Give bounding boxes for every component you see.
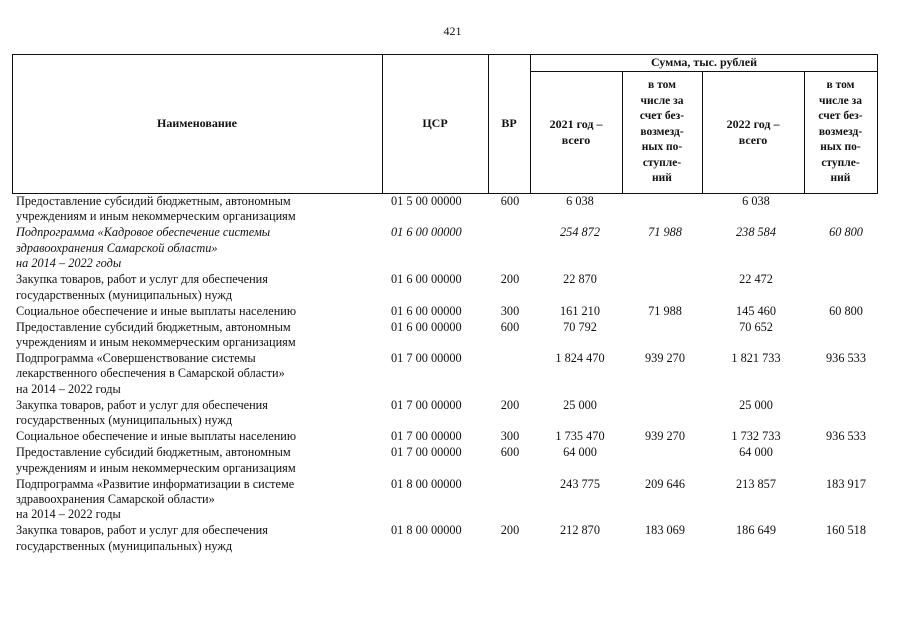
table-row <box>0 351 905 398</box>
row-free-2021: 71 988 <box>648 225 682 240</box>
table-row <box>0 194 905 225</box>
row-sum-2021: 22 870 <box>563 272 597 287</box>
row-name: Предоставление субсидий бюджетным, автономным учреждениям и иным некоммерческим организациям <box>16 194 296 224</box>
row-sum-2021: 25 000 <box>563 397 597 412</box>
row-name: Социальное обеспечение и иные выплаты населению <box>16 429 297 444</box>
row-free-2021: 209 646 <box>645 476 685 491</box>
row-free-2022: 936 533 <box>826 429 866 444</box>
row-sum-2022: 22 472 <box>739 272 773 287</box>
table-body <box>0 194 905 555</box>
row-free-2022: 60 800 <box>829 303 863 318</box>
row-sum-2021: 1 824 470 <box>555 350 605 365</box>
row-name: Подпрограмма «Совершенствование системы лекарственного обеспечения в Самарской области» на 2014 – 2022 годы <box>16 350 285 396</box>
row-sum-2022: 64 000 <box>739 445 773 460</box>
row-free-2021: 71 988 <box>648 303 682 318</box>
row-name: Предоставление субсидий бюджетным, автономным учреждениям и иным некоммерческим организациям <box>16 445 296 475</box>
col-divider <box>877 54 878 194</box>
row-csr: 01 6 00 00000 <box>391 272 462 287</box>
row-name: Подпрограмма «Кадровое обеспечение системы здравоохранения Самарской области» на 2014 – 2022 годы <box>16 225 271 271</box>
row-vr: 300 <box>500 303 520 318</box>
row-vr: 200 <box>500 272 520 287</box>
row-free-2021: 183 069 <box>645 523 685 538</box>
row-sum-2021: 70 792 <box>563 319 597 334</box>
row-name: Предоставление субсидий бюджетным, автономным учреждениям и иным некоммерческим организациям <box>16 319 296 349</box>
row-vr: 600 <box>500 319 520 334</box>
row-sum-2022: 6 038 <box>742 194 770 208</box>
row-sum-2021: 243 775 <box>560 476 600 491</box>
row-csr: 01 7 00 00000 <box>391 350 462 365</box>
row-csr: 01 6 00 00000 <box>391 225 462 240</box>
header-2021-free: в том числе за счет без- возмезд- ных по- ступле- ний <box>639 78 685 185</box>
row-sum-2021: 6 038 <box>566 194 594 208</box>
row-name: Подпрограмма «Развитие информатизации в системе здравоохранения Самарской области» на 2014 – 2022 годы <box>16 476 295 522</box>
header-2022-total: 2022 год – всего <box>726 117 780 147</box>
row-vr: 200 <box>500 397 520 412</box>
row-sum-2021: 254 872 <box>560 225 600 240</box>
row-free-2022: 183 917 <box>826 476 866 491</box>
row-vr: 300 <box>500 429 520 444</box>
row-name: Закупка товаров, работ и услуг для обеспечения государственных (муниципальных) нужд <box>16 397 268 428</box>
row-vr: 600 <box>500 445 520 460</box>
page-number: 421 <box>443 24 462 38</box>
table-header <box>12 54 878 194</box>
row-name: Закупка товаров, работ и услуг для обеспечения государственных (муниципальных) нужд <box>16 272 268 302</box>
row-free-2022: 160 518 <box>826 523 866 538</box>
row-sum-2022: 145 460 <box>736 303 776 318</box>
header-name: Наименование <box>157 116 237 131</box>
row-sum-2022: 1 821 733 <box>731 350 781 365</box>
table-row <box>0 320 905 351</box>
row-sum-2021: 161 210 <box>560 303 600 318</box>
row-sum-2022: 25 000 <box>739 397 773 412</box>
row-free-2021: 939 270 <box>645 429 685 444</box>
row-free-2022: 936 533 <box>826 350 866 365</box>
row-name: Социальное обеспечение и иные выплаты населению <box>16 303 297 318</box>
row-csr: 01 8 00 00000 <box>391 476 462 491</box>
table-row <box>0 304 905 320</box>
row-csr: 01 7 00 00000 <box>391 397 462 412</box>
row-free-2022: 60 800 <box>829 225 863 240</box>
header-vr: ВР <box>501 116 517 131</box>
row-csr: 01 5 00 00000 <box>391 194 462 208</box>
row-free-2021: 939 270 <box>645 350 685 365</box>
header-2022-free: в том числе за счет без- возмезд- ных по- ступле- ний <box>818 78 863 185</box>
row-sum-2021: 1 735 470 <box>555 429 605 444</box>
table-row <box>0 398 905 429</box>
table-row <box>0 523 905 554</box>
table-row <box>0 429 905 445</box>
table-row <box>0 272 905 303</box>
row-sum-2021: 64 000 <box>563 445 597 460</box>
row-csr: 01 7 00 00000 <box>391 429 462 444</box>
row-vr: 600 <box>500 194 520 208</box>
row-sum-2021: 212 870 <box>560 523 600 538</box>
row-sum-2022: 213 857 <box>736 476 776 491</box>
row-csr: 01 8 00 00000 <box>391 523 462 538</box>
table-row <box>0 445 905 476</box>
table-row <box>0 477 905 524</box>
row-sum-2022: 70 652 <box>739 319 773 334</box>
row-name: Закупка товаров, работ и услуг для обеспечения государственных (муниципальных) нужд <box>16 523 268 553</box>
header-csr: ЦСР <box>422 116 448 131</box>
row-csr: 01 6 00 00000 <box>391 303 462 318</box>
table-row <box>0 225 905 272</box>
row-vr: 200 <box>500 523 520 538</box>
row-sum-2022: 1 732 733 <box>731 429 781 444</box>
row-csr: 01 7 00 00000 <box>391 445 462 460</box>
row-sum-2022: 186 649 <box>736 523 776 538</box>
row-csr: 01 6 00 00000 <box>391 319 462 334</box>
header-sum-group: Сумма, тыс. рублей <box>650 54 758 69</box>
header-2021-total: 2021 год – всего <box>549 117 603 147</box>
row-sum-2022: 238 584 <box>736 225 776 240</box>
